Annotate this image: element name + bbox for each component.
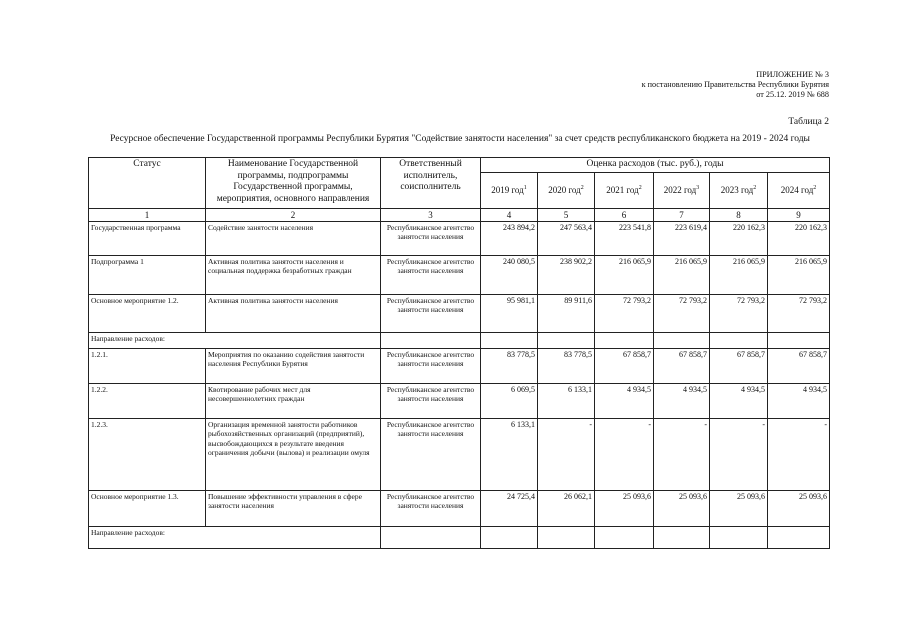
value-cell: - [710, 418, 768, 490]
table-row [89, 418, 830, 490]
appendix-date: от 25.12. 2019 № 688 [756, 90, 829, 99]
header-name: Наименование Государственной программы, подпрограммы Государственной программы, мероприятия, основного направления [206, 158, 381, 209]
responsible-cell: Республиканское агентство занятости населения [381, 348, 481, 383]
value-cell: 6 133,1 [538, 383, 595, 418]
responsible-cell: Республиканское агентство занятости населения [381, 490, 481, 526]
value-cell: 72 793,2 [768, 294, 830, 332]
value-cell: 25 093,6 [595, 490, 654, 526]
column-index: 6 [595, 208, 654, 221]
empty-cell [538, 332, 595, 348]
status-cell: 1.2.1. [89, 348, 206, 383]
empty-cell [710, 332, 768, 348]
responsible-cell: Республиканское агентство занятости населения [381, 383, 481, 418]
value-cell: 216 065,9 [595, 255, 654, 294]
responsible-cell: Республиканское агентство занятости населения [381, 221, 481, 255]
value-cell: 6 069,5 [481, 383, 538, 418]
name-cell: Повышение эффективности управления в сфере занятости населения [206, 490, 381, 526]
header-status: Статус [89, 158, 206, 209]
column-index: 9 [768, 208, 830, 221]
value-cell: 223 619,4 [654, 221, 710, 255]
year-footnote-mark: 2 [813, 185, 817, 192]
value-cell: - [538, 418, 595, 490]
status-cell: Подпрограмма 1 [89, 255, 206, 294]
name-cell: Квотирование рабочих мест для несовершеннолетних граждан [206, 383, 381, 418]
table-row [89, 221, 830, 255]
value-cell: 220 162,3 [768, 221, 830, 255]
name-cell: Мероприятия по оказанию содействия занятости населения Республики Бурятия [206, 348, 381, 383]
empty-cell [768, 332, 830, 348]
responsible-cell: Республиканское агентство занятости населения [381, 255, 481, 294]
responsible-cell: Республиканское агентство занятости населения [381, 294, 481, 332]
value-cell: - [654, 418, 710, 490]
year-label: 2023 год [720, 185, 754, 196]
table-number: Таблица 2 [788, 117, 829, 127]
name-cell: Содействие занятости населения [206, 221, 381, 255]
value-cell: 25 093,6 [654, 490, 710, 526]
direction-label: Направление расходов: [89, 332, 381, 348]
year-footnote-mark: 2 [638, 185, 642, 192]
empty-cell [768, 526, 830, 548]
empty-cell [381, 332, 481, 348]
column-index: 7 [654, 208, 710, 221]
direction-row [89, 526, 830, 548]
value-cell: 223 541,8 [595, 221, 654, 255]
status-cell: Основное мероприятие 1.2. [89, 294, 206, 332]
column-index: 5 [538, 208, 595, 221]
column-index: 2 [206, 208, 381, 221]
value-cell: 89 911,6 [538, 294, 595, 332]
responsible-cell: Республиканское агентство занятости населения [381, 418, 481, 490]
year-footnote-mark: 2 [753, 185, 757, 192]
year-label: 2022 год [663, 185, 697, 196]
year-footnote-mark: 2 [580, 185, 584, 192]
header-year-5 [710, 172, 768, 208]
appendix-reference: к постановлению Правительства Республики Бурятия [641, 80, 829, 89]
value-cell: 4 934,5 [768, 383, 830, 418]
year-label: 2021 год [606, 185, 639, 196]
status-cell: 1.2.3. [89, 418, 206, 490]
year-footnote-mark: 1 [523, 185, 527, 192]
value-cell: 216 065,9 [768, 255, 830, 294]
header-year-1 [481, 172, 538, 208]
column-index: 8 [710, 208, 768, 221]
value-cell: - [595, 418, 654, 490]
table-row [89, 294, 830, 332]
table-row [89, 383, 830, 418]
value-cell: 67 858,7 [654, 348, 710, 383]
header-estimate: Оценка расходов (тыс. руб.), годы [481, 158, 830, 173]
value-cell: 216 065,9 [710, 255, 768, 294]
value-cell: 4 934,5 [595, 383, 654, 418]
value-cell: 220 162,3 [710, 221, 768, 255]
header-year-4 [654, 172, 710, 208]
value-cell: - [768, 418, 830, 490]
document-title: Ресурсное обеспечение Государственной программы Республики Бурятия "Содействие занятости населения" за счет средств республиканского бюджета на 2019 - 2024 годы [110, 134, 810, 144]
value-cell: 25 093,6 [768, 490, 830, 526]
direction-row [89, 332, 830, 348]
value-cell: 67 858,7 [768, 348, 830, 383]
status-cell: Государственная программа [89, 221, 206, 255]
value-cell: 95 981,1 [481, 294, 538, 332]
header-year-2 [538, 172, 595, 208]
appendix-header [642, 70, 829, 100]
resource-table [88, 157, 830, 549]
table-row [89, 348, 830, 383]
value-cell: 83 778,5 [538, 348, 595, 383]
empty-cell [381, 526, 481, 548]
name-cell: Активная политика занятости населения [206, 294, 381, 332]
value-cell: 67 858,7 [595, 348, 654, 383]
value-cell: 67 858,7 [710, 348, 768, 383]
value-cell: 4 934,5 [710, 383, 768, 418]
year-footnote-mark: 3 [696, 185, 700, 192]
empty-cell [595, 526, 654, 548]
name-cell: Активная политика занятости населения и социальная поддержка безработных граждан [206, 255, 381, 294]
empty-cell [654, 332, 710, 348]
name-cell: Организация временной занятости работников рыбохозяйственных организаций (предприятий), высвобождающихся в результате введения ограничения добычи (вылова) и реализации омуля [206, 418, 381, 490]
year-label: 2024 год [780, 185, 814, 196]
value-cell: 72 793,2 [595, 294, 654, 332]
value-cell: 243 894,2 [481, 221, 538, 255]
value-cell: 24 725,4 [481, 490, 538, 526]
header-year-6 [768, 172, 830, 208]
status-cell: Основное мероприятие 1.3. [89, 490, 206, 526]
value-cell: 6 133,1 [481, 418, 538, 490]
value-cell: 83 778,5 [481, 348, 538, 383]
empty-cell [481, 526, 538, 548]
empty-cell [654, 526, 710, 548]
value-cell: 72 793,2 [654, 294, 710, 332]
empty-cell [538, 526, 595, 548]
value-cell: 238 902,2 [538, 255, 595, 294]
status-cell: 1.2.2. [89, 383, 206, 418]
value-cell: 247 563,4 [538, 221, 595, 255]
value-cell: 240 080,5 [481, 255, 538, 294]
year-label: 2019 год [491, 185, 524, 196]
direction-label: Направление расходов: [89, 526, 381, 548]
value-cell: 26 062,1 [538, 490, 595, 526]
empty-cell [595, 332, 654, 348]
column-index: 1 [89, 208, 206, 221]
column-index: 3 [381, 208, 481, 221]
appendix-title: ПРИЛОЖЕНИЕ № 3 [756, 70, 829, 79]
header-responsible: Ответственный исполнитель, соисполнитель [381, 158, 481, 209]
header-year-3 [595, 172, 654, 208]
empty-cell [710, 526, 768, 548]
table-row [89, 490, 830, 526]
empty-cell [481, 332, 538, 348]
value-cell: 216 065,9 [654, 255, 710, 294]
table-row [89, 255, 830, 294]
value-cell: 4 934,5 [654, 383, 710, 418]
column-index: 4 [481, 208, 538, 221]
value-cell: 72 793,2 [710, 294, 768, 332]
year-label: 2020 год [548, 185, 581, 196]
value-cell: 25 093,6 [710, 490, 768, 526]
